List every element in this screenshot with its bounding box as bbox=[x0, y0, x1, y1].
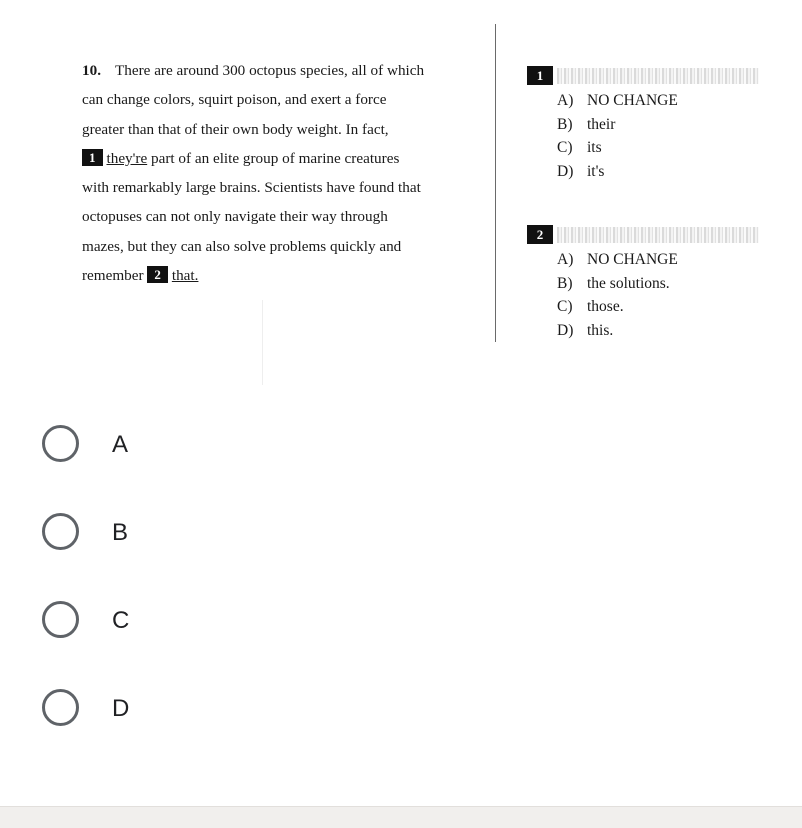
option-b[interactable] bbox=[40, 511, 340, 559]
question-image bbox=[0, 0, 802, 385]
passage-line: can change colors, squirt poison, and exert a force bbox=[82, 91, 387, 109]
option-c[interactable] bbox=[40, 599, 340, 647]
choice-text: its bbox=[587, 139, 602, 156]
item-number-badge: 2 bbox=[527, 225, 553, 244]
choice-d bbox=[557, 160, 759, 184]
option-label: D bbox=[112, 695, 130, 722]
passage-line: mazes, but they can also solve problems quickly and bbox=[82, 237, 402, 255]
option-d[interactable] bbox=[40, 687, 340, 735]
passage-line: with remarkably large brains. Scientists have found that bbox=[82, 179, 421, 197]
item-2-header bbox=[527, 225, 759, 244]
choice-letter: A) bbox=[557, 92, 574, 109]
radio-button[interactable] bbox=[42, 601, 79, 638]
blank-marker-2: 2 bbox=[147, 266, 168, 283]
choice-d bbox=[557, 319, 759, 343]
choice-c bbox=[557, 136, 759, 160]
choice-a bbox=[557, 89, 759, 113]
choice-letter: C) bbox=[557, 298, 573, 315]
passage-line-text: remember bbox=[82, 267, 148, 285]
scan-noise bbox=[557, 68, 759, 84]
choice-c bbox=[557, 295, 759, 319]
passage-line-text: part of an elite group of marine creatures bbox=[147, 149, 400, 167]
passage-line-text: There are around 300 octopus species, all of which bbox=[114, 62, 425, 79]
choice-text: NO CHANGE bbox=[587, 92, 678, 109]
question-number: 10. bbox=[82, 62, 101, 79]
passage-line bbox=[82, 56, 492, 85]
radio-button[interactable] bbox=[42, 689, 79, 726]
option-label: B bbox=[112, 519, 129, 546]
scan-artifact-line bbox=[262, 300, 263, 385]
choice-letter: D) bbox=[557, 162, 574, 180]
choice-letter: A) bbox=[557, 251, 574, 268]
choice-letter: D) bbox=[557, 321, 574, 339]
choice-a bbox=[557, 248, 759, 272]
item-1-choices bbox=[527, 66, 759, 183]
choice-list bbox=[527, 248, 759, 342]
radio-button[interactable] bbox=[42, 425, 79, 462]
scan-noise bbox=[557, 227, 759, 243]
column-divider bbox=[495, 24, 496, 342]
option-label: A bbox=[112, 431, 129, 458]
item-number-badge: 1 bbox=[527, 66, 553, 85]
choice-b bbox=[557, 272, 759, 296]
choice-text: the solutions. bbox=[587, 274, 670, 292]
underlined-phrase-1: they're bbox=[106, 149, 148, 167]
choice-b bbox=[557, 113, 759, 137]
choice-text: NO CHANGE bbox=[587, 251, 678, 268]
footer-bar bbox=[0, 806, 802, 828]
option-a[interactable] bbox=[40, 423, 340, 471]
choice-letter: B) bbox=[557, 115, 573, 133]
option-label: C bbox=[112, 607, 130, 634]
item-2-choices bbox=[527, 225, 759, 342]
choice-list bbox=[527, 89, 759, 183]
choice-text: their bbox=[587, 115, 616, 133]
underlined-phrase-2: that. bbox=[171, 267, 199, 285]
choice-text: this. bbox=[587, 321, 614, 339]
passage-line bbox=[82, 144, 492, 173]
blank-marker-1: 1 bbox=[82, 149, 103, 166]
choice-letter: B) bbox=[557, 274, 573, 292]
choice-letter: C) bbox=[557, 139, 573, 156]
choice-text: those. bbox=[587, 298, 624, 315]
passage-text bbox=[82, 56, 492, 290]
passage-line bbox=[82, 261, 492, 290]
radio-button[interactable] bbox=[42, 513, 79, 550]
passage-line: greater than that of their own body weight. In fact, bbox=[82, 120, 389, 138]
choice-text: it's bbox=[587, 162, 605, 180]
item-1-header bbox=[527, 66, 759, 85]
passage-line: octopuses can not only navigate their way through bbox=[82, 208, 388, 226]
